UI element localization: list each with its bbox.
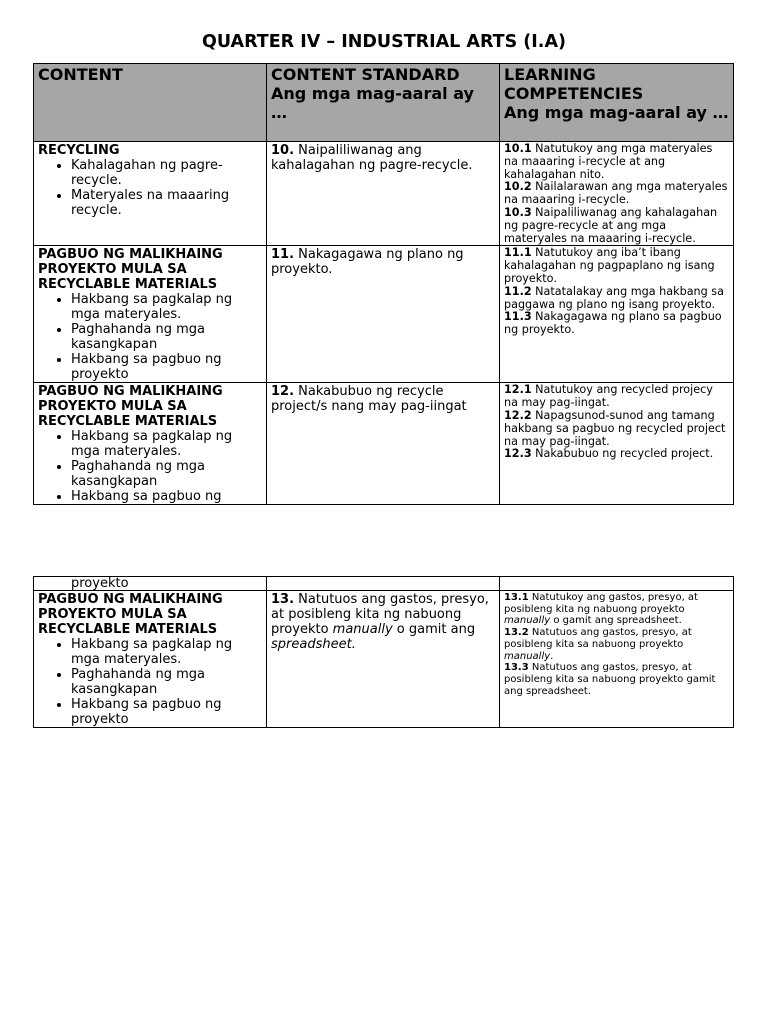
table-row — [34, 142, 734, 246]
content-list — [38, 429, 262, 504]
header-row — [34, 64, 734, 142]
table-row — [34, 383, 734, 505]
competencies-cell — [500, 577, 734, 591]
competency-text: Natutukoy ang recycled projecy na may pag-iingat. — [504, 383, 713, 410]
competency-italic: manually — [504, 615, 551, 627]
header-content-label: CONTENT — [38, 65, 123, 84]
content-heading: PAGBUO NG MALIKHAING PROYEKTO MULA SA RECYCLABLE MATERIALS — [38, 384, 223, 430]
competency-item — [504, 247, 729, 285]
list-item: • Hakbang sa pagbuo ng proyekto — [71, 352, 262, 382]
competency-number: 11.2 — [504, 284, 532, 298]
competency-text: Natutukoy ang mga materyales na maaaring i-recycle at ang kahalagahan nito. — [504, 142, 713, 181]
content-continuation: proyekto — [71, 576, 129, 591]
competency-text: Nakabubuo ng recycled project. — [531, 447, 714, 461]
competency-number: 12.3 — [504, 447, 532, 461]
competency-text: Natutuos ang gastos, presyo, at posibleng kita sa nabuong proyekto gamit ang spreadsheet. — [504, 662, 716, 697]
standard-text: Naipaliliwanag ang kahalagahan ng pagre-recycle. — [271, 143, 473, 173]
list-item: • Paghahanda ng mga kasangkapan — [71, 459, 262, 489]
competencies-cell — [500, 246, 734, 383]
competency-text: Natutukoy ang gastos, presyo, at posibleng kita ng nabuong proyekto — [504, 592, 698, 615]
standard-number: 12. — [271, 384, 295, 400]
standard-cell — [267, 591, 500, 728]
competency-text: Nakagagawa ng plano sa pagbuo ng proyekto. — [504, 310, 722, 337]
header-content-standard — [267, 64, 500, 142]
competency-text: Natatalakay ang mga hakbang sa paggawa ng plano ng isang proyekto. — [504, 284, 724, 311]
curriculum-table — [33, 63, 734, 505]
competency-number: 13.3 — [504, 662, 529, 674]
competency-text: Nailalarawan ang mga materyales na maaaring i-recycle. — [504, 180, 728, 207]
standard-cell — [267, 577, 500, 591]
content-heading: PAGBUO NG MALIKHAING PROYEKTO MULA SA RECYCLABLE MATERIALS — [38, 592, 223, 637]
list-item: • Hakbang sa pagkalap ng mga materyales. — [71, 637, 262, 667]
standard-italic: spreadsheet. — [271, 637, 356, 652]
page-title: QUARTER IV – INDUSTRIAL ARTS (I.A) — [201, 32, 566, 52]
competencies-cell — [500, 383, 734, 505]
curriculum-table-continued — [33, 576, 734, 728]
list-item: • Hakbang sa pagbuo ng proyekto — [71, 697, 262, 727]
content-list — [38, 637, 262, 727]
competency-item — [504, 627, 729, 662]
competency-item — [504, 286, 729, 312]
list-item: • Hakbang sa pagkalap ng mga materyales. — [71, 292, 262, 322]
list-item: • Hakbang sa pagbuo ng — [71, 489, 262, 504]
competency-italic: manually — [504, 650, 551, 662]
competency-number: 13.1 — [504, 592, 529, 603]
table-row — [34, 591, 734, 728]
standard-text: Nakagagawa ng plano ng proyekto. — [271, 247, 464, 278]
competency-text: o gamit ang spreadsheet. — [550, 615, 682, 627]
competency-text: Naipaliliwanag ang kahalagahan ng pagre-recycle at ang mga materyales na maaaring i-recycle. — [504, 205, 718, 245]
standard-text: Nakabubuo ng recycle project/s nang may pag-iingat — [271, 384, 467, 415]
content-heading: PAGBUO NG MALIKHAING PROYEKTO MULA SA RECYCLABLE MATERIALS — [38, 247, 223, 293]
header-standard-sub: Ang mga mag-aaral ay … — [271, 84, 474, 122]
content-cell — [34, 383, 267, 505]
content-cell — [34, 142, 267, 246]
competency-text: Natutukoy ang iba’t ibang kahalagahan ng pagpaplano ng isang proyekto. — [504, 246, 715, 285]
standard-number: 13. — [271, 592, 295, 607]
table-row — [34, 246, 734, 383]
competency-number: 10.1 — [504, 142, 532, 155]
competency-item — [504, 207, 729, 245]
competency-item — [504, 448, 729, 461]
competency-number: 11.1 — [504, 246, 532, 260]
competency-number: 13.2 — [504, 627, 529, 639]
competency-item — [504, 143, 729, 181]
competency-number: 12.1 — [504, 383, 532, 397]
standard-italic: manually — [332, 622, 393, 637]
competency-text: . — [550, 650, 554, 662]
list-item: • Paghahanda ng mga kasangkapan — [71, 322, 262, 352]
competencies-cell — [500, 142, 734, 246]
competency-item — [504, 384, 729, 410]
standard-text: o gamit ang — [392, 622, 476, 637]
list-item: • Kahalagahan ng pagre-recycle. — [71, 158, 262, 188]
list-item: • Materyales na maaaring recycle. — [71, 188, 262, 218]
table-row — [34, 577, 734, 591]
standard-number: 11. — [271, 247, 295, 263]
competency-number: 10.3 — [504, 205, 532, 219]
competency-item — [504, 311, 729, 337]
competency-item — [504, 662, 729, 697]
standard-cell — [267, 246, 500, 383]
competency-number: 10.2 — [504, 180, 532, 194]
content-cell — [34, 246, 267, 383]
competency-item — [504, 592, 729, 627]
standard-cell — [267, 142, 500, 246]
header-competencies-label: LEARNING COMPETENCIES — [504, 65, 644, 103]
standard-cell — [267, 383, 500, 505]
header-standard-label: CONTENT STANDARD — [271, 65, 460, 84]
header-competencies-sub: Ang mga mag-aaral ay … — [504, 103, 729, 122]
header-content — [34, 64, 267, 142]
standard-text: Natutuos ang gastos, presyo, at posibleng kita ng nabuong proyekto — [271, 592, 489, 637]
competency-item — [504, 410, 729, 448]
list-item: • Hakbang sa pagkalap ng mga materyales. — [71, 429, 262, 459]
header-learning-competencies — [500, 64, 734, 142]
content-list — [38, 158, 262, 218]
content-cell — [34, 591, 267, 728]
competencies-cell — [500, 591, 734, 728]
competency-text: Natutuos ang gastos, presyo, at posibleng kita sa nabuong proyekto — [504, 627, 692, 650]
competency-number: 11.3 — [504, 310, 532, 324]
competency-item — [504, 181, 729, 207]
competency-text: Napagsunod-sunod ang tamang hakbang sa pagbuo ng recycled project na may pag-iingat. — [504, 408, 726, 448]
list-item: • Paghahanda ng mga kasangkapan — [71, 667, 262, 697]
standard-number: 10. — [271, 143, 295, 158]
competency-number: 12.2 — [504, 408, 532, 422]
content-list — [38, 292, 262, 382]
content-heading: RECYCLING — [38, 143, 120, 158]
content-cell — [34, 577, 267, 591]
